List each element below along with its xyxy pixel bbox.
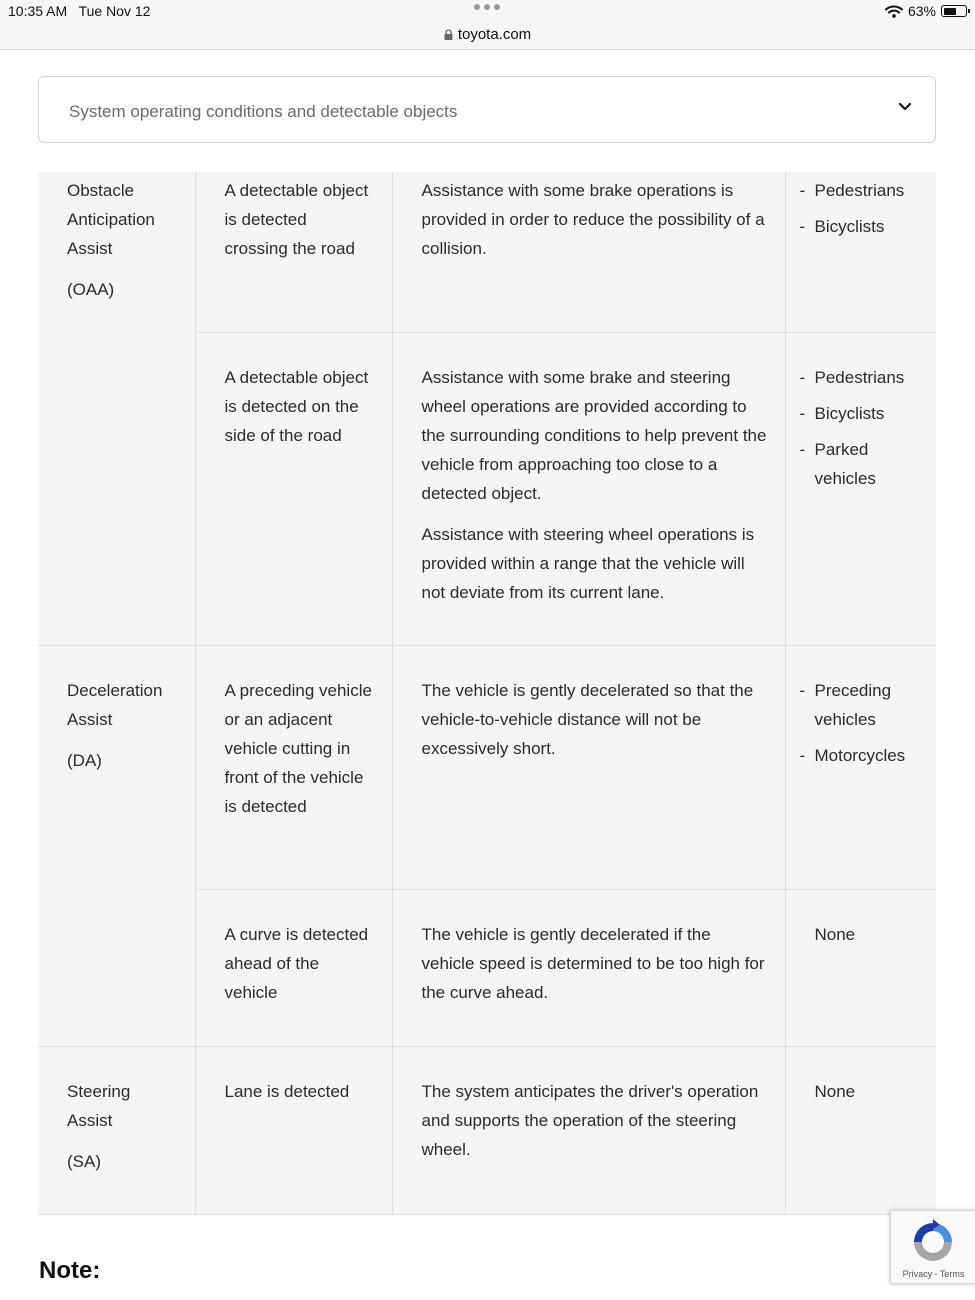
system-abbr: (DA) xyxy=(67,750,102,770)
condition-text: Lane is detected xyxy=(224,1081,350,1101)
date-text: Tue Nov 12 xyxy=(78,3,151,19)
objects-cell xyxy=(785,645,936,889)
description-cell xyxy=(392,889,785,1046)
conditions-accordion-header[interactable] xyxy=(38,76,936,143)
description-cell xyxy=(392,645,785,889)
status-bar xyxy=(0,0,975,24)
system-name: Deceleration Assist xyxy=(67,680,163,729)
objects-cell xyxy=(785,889,936,1046)
wifi-icon xyxy=(885,5,903,18)
condition-text: A detectable object is detected on the side of the road xyxy=(224,367,369,445)
status-indicators xyxy=(885,3,967,19)
description-cell xyxy=(392,332,785,645)
recaptcha-badge[interactable] xyxy=(890,1210,975,1284)
system-cell xyxy=(38,1046,195,1214)
conditions-table xyxy=(38,172,936,1215)
objects-cell xyxy=(785,172,936,332)
condition-cell xyxy=(195,645,392,889)
lock-icon xyxy=(444,29,453,40)
more-dots-icon[interactable] xyxy=(474,4,502,12)
address-bar[interactable] xyxy=(0,24,975,50)
description-text: The vehicle is gently decelerated so that the vehicle-to-vehicle distance will not be excessively short. xyxy=(421,680,754,758)
objects-list xyxy=(800,676,931,770)
condition-cell xyxy=(195,332,392,645)
description-text: Assistance with steering wheel operations is provided within a range that the vehicle will not deviate from its current lane. xyxy=(421,524,755,602)
list-item: - Bicyclists xyxy=(800,399,931,428)
recaptcha-logo-icon xyxy=(910,1219,956,1265)
recaptcha-links[interactable]: Privacy - Terms xyxy=(902,1269,965,1279)
table-row xyxy=(38,645,936,889)
battery-percent: 63% xyxy=(907,3,936,19)
description-cell xyxy=(392,172,785,332)
clock-text: 10:35 AM xyxy=(8,3,68,19)
objects-none: None xyxy=(814,924,856,944)
system-cell xyxy=(38,172,195,645)
condition-text: A detectable object is detected crossing the road xyxy=(224,181,369,258)
condition-text: A preceding vehicle or an adjacent vehicle cutting in front of the vehicle is detected xyxy=(224,680,372,816)
system-abbr: (OAA) xyxy=(67,280,115,299)
list-item: - Pedestrians xyxy=(800,176,931,205)
system-abbr: (SA) xyxy=(67,1151,101,1171)
description-text: The system anticipates the driver's operation and supports the operation of the steering wheel. xyxy=(421,1081,759,1159)
chevron-down-icon[interactable] xyxy=(897,99,913,115)
system-name: Obstacle Anticipation Assist xyxy=(67,181,155,258)
objects-list xyxy=(800,363,931,493)
url-text: toyota.com xyxy=(457,26,532,43)
objects-cell xyxy=(785,332,936,645)
list-item: - Parked vehicles xyxy=(800,435,931,493)
description-text: Assistance with some brake and steering wheel operations are provided according to the surrounding conditions to help prevent the vehicle from approaching too close to a detected object. xyxy=(421,367,767,503)
list-item: - Pedestrians xyxy=(800,363,931,392)
description-cell xyxy=(392,1046,785,1214)
description-text: The vehicle is gently decelerated if the vehicle speed is determined to be too high for the curve ahead. xyxy=(421,924,765,1002)
condition-cell xyxy=(195,172,392,332)
list-item: - Preceding vehicles xyxy=(800,676,931,734)
note-heading: Note: xyxy=(39,1257,101,1284)
system-cell xyxy=(38,645,195,1046)
accordion-title: System operating conditions and detectable objects xyxy=(69,102,458,121)
battery-icon xyxy=(941,5,967,17)
condition-text: A curve is detected ahead of the vehicle xyxy=(224,924,369,1002)
objects-list xyxy=(800,176,931,241)
status-time xyxy=(8,3,150,19)
table-row xyxy=(38,1046,936,1214)
objects-cell xyxy=(785,1046,936,1214)
condition-cell xyxy=(195,889,392,1046)
condition-cell xyxy=(195,1046,392,1214)
list-item: - Motorcycles xyxy=(800,741,931,770)
objects-none: None xyxy=(814,1081,856,1101)
list-item: - Bicyclists xyxy=(800,212,931,241)
table-row xyxy=(38,172,936,332)
system-name: Steering Assist xyxy=(67,1081,131,1130)
description-text: Assistance with some brake operations is provided in order to reduce the possibility of a collision. xyxy=(421,181,765,258)
